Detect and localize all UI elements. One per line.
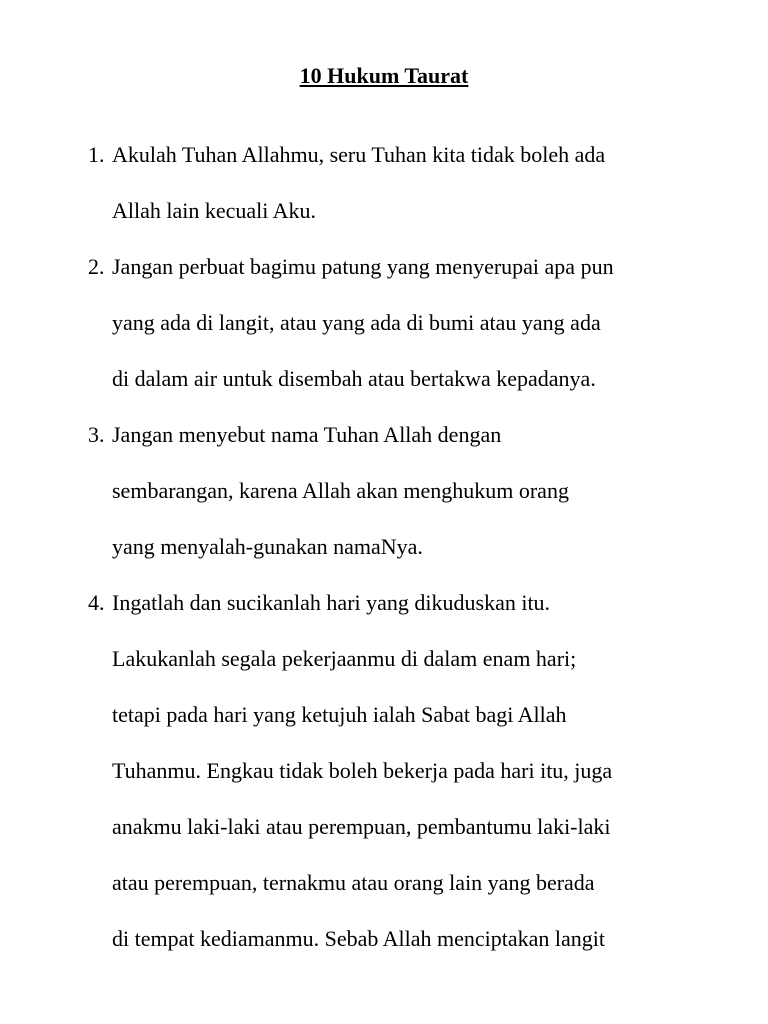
commandments-list (88, 127, 712, 967)
item-number: 3. (88, 422, 105, 447)
item-line: Ingatlah dan sucikanlah hari yang dikuduskan itu. (112, 590, 551, 615)
item-line: sembarangan, karena Allah akan menghukum orang (112, 478, 569, 503)
item-line: Jangan menyebut nama Tuhan Allah dengan (112, 422, 502, 447)
item-number: 4. (88, 590, 105, 615)
item-line: tetapi pada hari yang ketujuh ialah Sabat bagi Allah (112, 702, 567, 727)
item-line: Jangan perbuat bagimu patung yang menyerupai apa pun (112, 254, 614, 279)
item-number: 2. (88, 254, 105, 279)
item-line: yang menyalah-gunakan namaNya. (112, 534, 423, 559)
item-line: Akulah Tuhan Allahmu, seru Tuhan kita tidak boleh ada (112, 142, 606, 167)
list-item (88, 575, 712, 967)
item-line: anakmu laki-laki atau perempuan, pembantumu laki-laki (112, 814, 611, 839)
item-line: di tempat kediamanmu. Sebab Allah menciptakan langit (112, 926, 606, 951)
item-number: 1. (88, 142, 105, 167)
list-item (88, 239, 712, 407)
list-item (88, 407, 712, 575)
item-line: atau perempuan, ternakmu atau orang lain yang berada (112, 870, 595, 895)
item-line: Lakukanlah segala pekerjaanmu di dalam enam hari; (112, 646, 577, 671)
item-line: Tuhanmu. Engkau tidak boleh bekerja pada hari itu, juga (112, 758, 613, 783)
document-title: 10 Hukum Taurat (299, 63, 469, 88)
item-line: di dalam air untuk disembah atau bertakwa kepadanya. (112, 366, 596, 391)
item-line: Allah lain kecuali Aku. (112, 198, 317, 223)
item-line: yang ada di langit, atau yang ada di bumi atau yang ada (112, 310, 601, 335)
list-item (88, 127, 712, 239)
